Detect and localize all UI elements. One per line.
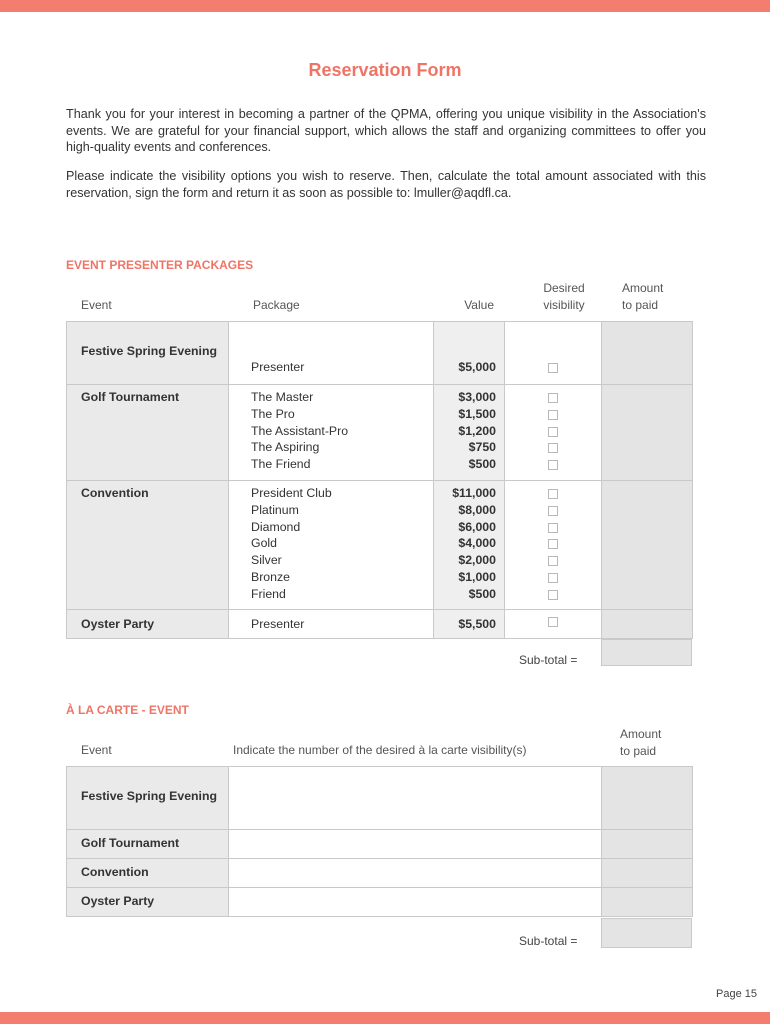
package-cell: The Master The Pro The Assistant-Pro The Aspiring The Friend [229,385,434,481]
table-row [67,385,693,481]
event-cell: Oyster Party [67,888,229,917]
value-cell: $5,500 [434,610,505,639]
visibility-checkbox[interactable] [548,363,558,373]
alacarte-header-indicate: Indicate the number of the desired à la carte visibility(s) [233,743,527,757]
alacarte-subtotal-field[interactable] [601,918,692,948]
table-row [67,481,693,610]
amount-field[interactable] [602,888,693,917]
visibility-checkbox[interactable] [548,556,558,566]
presenter-table [66,321,693,639]
top-accent-band [0,0,770,12]
package-cell: President Club Platinum Diamond Gold Silver Bronze Friend [229,481,434,610]
quantity-field[interactable] [229,830,602,859]
table-row [67,322,693,385]
event-cell: Golf Tournament [67,830,229,859]
quantity-field[interactable] [229,859,602,888]
bottom-accent-band [0,1012,770,1024]
visibility-checkbox[interactable] [548,489,558,499]
amount-field[interactable] [602,481,693,610]
event-cell: Festive Spring Evening [67,767,229,830]
presenter-header-visibility: Desired visibility [543,281,585,312]
table-row [67,859,693,888]
amount-field[interactable] [602,385,693,481]
alacarte-section-title: À LA CARTE - EVENT [66,703,189,717]
amount-field[interactable] [602,767,693,830]
visibility-checkbox[interactable] [548,590,558,600]
visibility-cell [505,385,602,481]
value-cell: $11,000 $8,000 $6,000 $4,000 $2,000 $1,000 $500 [434,481,505,610]
visibility-checkbox[interactable] [548,539,558,549]
presenter-header-value: Value [464,298,494,312]
presenter-header-event: Event [81,298,112,312]
visibility-checkbox[interactable] [548,460,558,470]
visibility-checkbox[interactable] [548,573,558,583]
visibility-checkbox[interactable] [548,523,558,533]
quantity-field[interactable] [229,888,602,917]
page-title: Reservation Form [308,60,462,80]
alacarte-header-amount: Amount to paid [620,727,662,758]
event-cell: Convention [67,481,229,610]
value-cell: $3,000 $1,500 $1,200 $750 $500 [434,385,505,481]
package-cell: Presenter [229,322,434,385]
visibility-checkbox[interactable] [548,443,558,453]
event-cell: Convention [67,859,229,888]
table-row [67,767,693,830]
event-cell: Golf Tournament [67,385,229,481]
amount-field[interactable] [602,322,693,385]
presenter-section-title: EVENT PRESENTER PACKAGES [66,258,254,272]
presenter-header-package: Package [253,298,300,312]
intro-paragraph: Thank you for your interest in becoming a partner of the QPMA, offering you unique visibility in the Association's events. We are grateful for your financial support, which allows the staff and organizing committees to offer you high-quality events and conferences. [66,107,706,154]
alacarte-table [66,766,693,917]
amount-field[interactable] [602,610,693,639]
value-cell: $5,000 [434,322,505,385]
amount-field[interactable] [602,830,693,859]
visibility-checkbox[interactable] [548,506,558,516]
instructions-paragraph: Please indicate the visibility options you wish to reserve. Then, calculate the total amount associated with this reservation, sign the form and return it as soon as possible to: lmuller@aqdfl.ca. [66,169,706,200]
package-cell: Presenter [229,610,434,639]
alacarte-subtotal-label: Sub-total = [519,934,578,948]
presenter-header-amount: Amount to paid [622,281,664,312]
table-row [67,610,693,639]
visibility-cell [505,322,602,385]
visibility-cell [505,481,602,610]
table-row [67,888,693,917]
quantity-field[interactable] [229,767,602,830]
visibility-checkbox[interactable] [548,410,558,420]
page-number: Page 15 [716,988,757,1000]
visibility-cell [505,610,602,639]
visibility-checkbox[interactable] [548,393,558,403]
amount-field[interactable] [602,859,693,888]
presenter-subtotal-field[interactable] [601,639,692,666]
visibility-checkbox[interactable] [548,617,558,627]
table-row [67,830,693,859]
presenter-subtotal-label: Sub-total = [519,653,578,667]
visibility-checkbox[interactable] [548,427,558,437]
event-cell: Oyster Party [67,610,229,639]
alacarte-header-event: Event [81,743,112,757]
event-cell: Festive Spring Evening [67,322,229,385]
